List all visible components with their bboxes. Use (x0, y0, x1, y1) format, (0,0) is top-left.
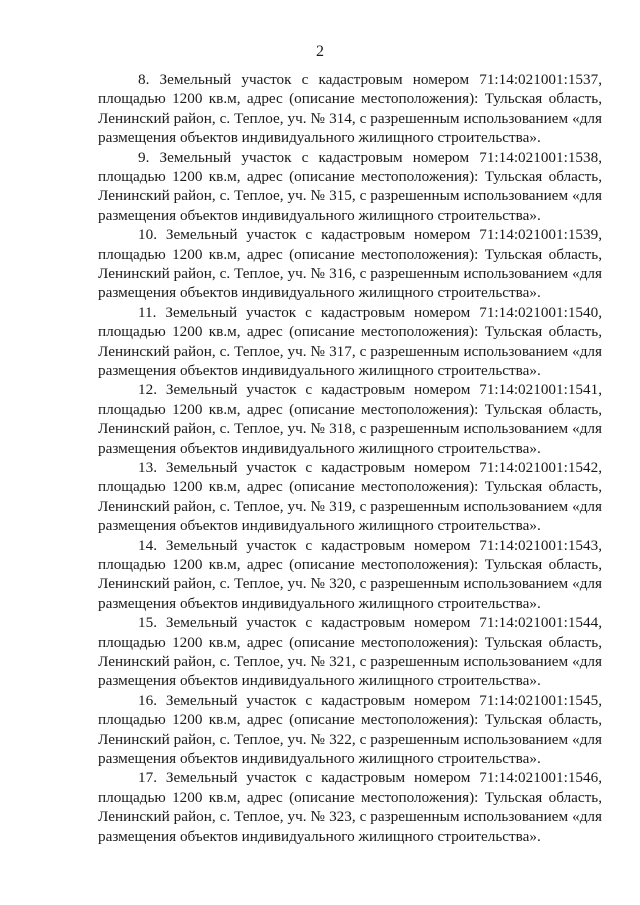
land-plot-item-9: 9. Земельный участок с кадастровым номером 71:14:021001:1538, площадью 1200 кв.м, адрес (описание местоположения): Тульская область, Ленинский район, с. Теплое, уч. № 315, с разрешенным использованием «для размещения объектов индивидуального жилищного строительства». (98, 148, 602, 224)
land-plot-item-10: 10. Земельный участок с кадастровым номером 71:14:021001:1539, площадью 1200 кв.м, адрес (описание местоположения): Тульская область, Ленинский район, с. Теплое, уч. № 316, с разрешенным использованием «для размещения объектов индивидуального жилищного строительства». (98, 226, 602, 302)
document-body (98, 70, 602, 846)
land-plot-item-11: 11. Земельный участок с кадастровым номером 71:14:021001:1540, площадью 1200 кв.м, адрес (описание местоположения): Тульская область, Ленинский район, с. Теплое, уч. № 317, с разрешенным использованием «для размещения объектов индивидуального жилищного строительства». (98, 303, 602, 379)
land-plot-item-12: 12. Земельный участок с кадастровым номером 71:14:021001:1541, площадью 1200 кв.м, адрес (описание местоположения): Тульская область, Ленинский район, с. Теплое, уч. № 318, с разрешенным использованием «для размещения объектов индивидуального жилищного строительства». (98, 381, 602, 457)
land-plot-item-17: 17. Земельный участок с кадастровым номером 71:14:021001:1546, площадью 1200 кв.м, адрес (описание местоположения): Тульская область, Ленинский район, с. Теплое, уч. № 323, с разрешенным использованием «для размещения объектов индивидуального жилищного строительства». (98, 769, 602, 845)
land-plot-item-13: 13. Земельный участок с кадастровым номером 71:14:021001:1542, площадью 1200 кв.м, адрес (описание местоположения): Тульская область, Ленинский район, с. Теплое, уч. № 319, с разрешенным использованием «для размещения объектов индивидуального жилищного строительства». (98, 458, 602, 535)
land-plot-item-16: 16. Земельный участок с кадастровым номером 71:14:021001:1545, площадью 1200 кв.м, адрес (описание местоположения): Тульская область, Ленинский район, с. Теплое, уч. № 322, с разрешенным использованием «для размещения объектов индивидуального жилищного строительства». (98, 691, 602, 767)
land-plot-item-14: 14. Земельный участок с кадастровым номером 71:14:021001:1543, площадью 1200 кв.м, адрес (описание местоположения): Тульская область, Ленинский район, с. Теплое, уч. № 320, с разрешенным использованием «для размещения объектов индивидуального жилищного строительства». (98, 536, 602, 612)
land-plot-item-8: 8. Земельный участок с кадастровым номером 71:14:021001:1537, площадью 1200 кв.м, адрес (описание местоположения): Тульская область, Ленинский район, с. Теплое, уч. № 314, с разрешенным использованием «для размещения объектов индивидуального жилищного строительства». (98, 71, 602, 147)
page-number: 2 (316, 43, 324, 60)
land-plot-item-15: 15. Земельный участок с кадастровым номером 71:14:021001:1544, площадью 1200 кв.м, адрес (описание местоположения): Тульская область, Ленинский район, с. Теплое, уч. № 321, с разрешенным использованием «для размещения объектов индивидуального жилищного строительства». (98, 614, 602, 690)
